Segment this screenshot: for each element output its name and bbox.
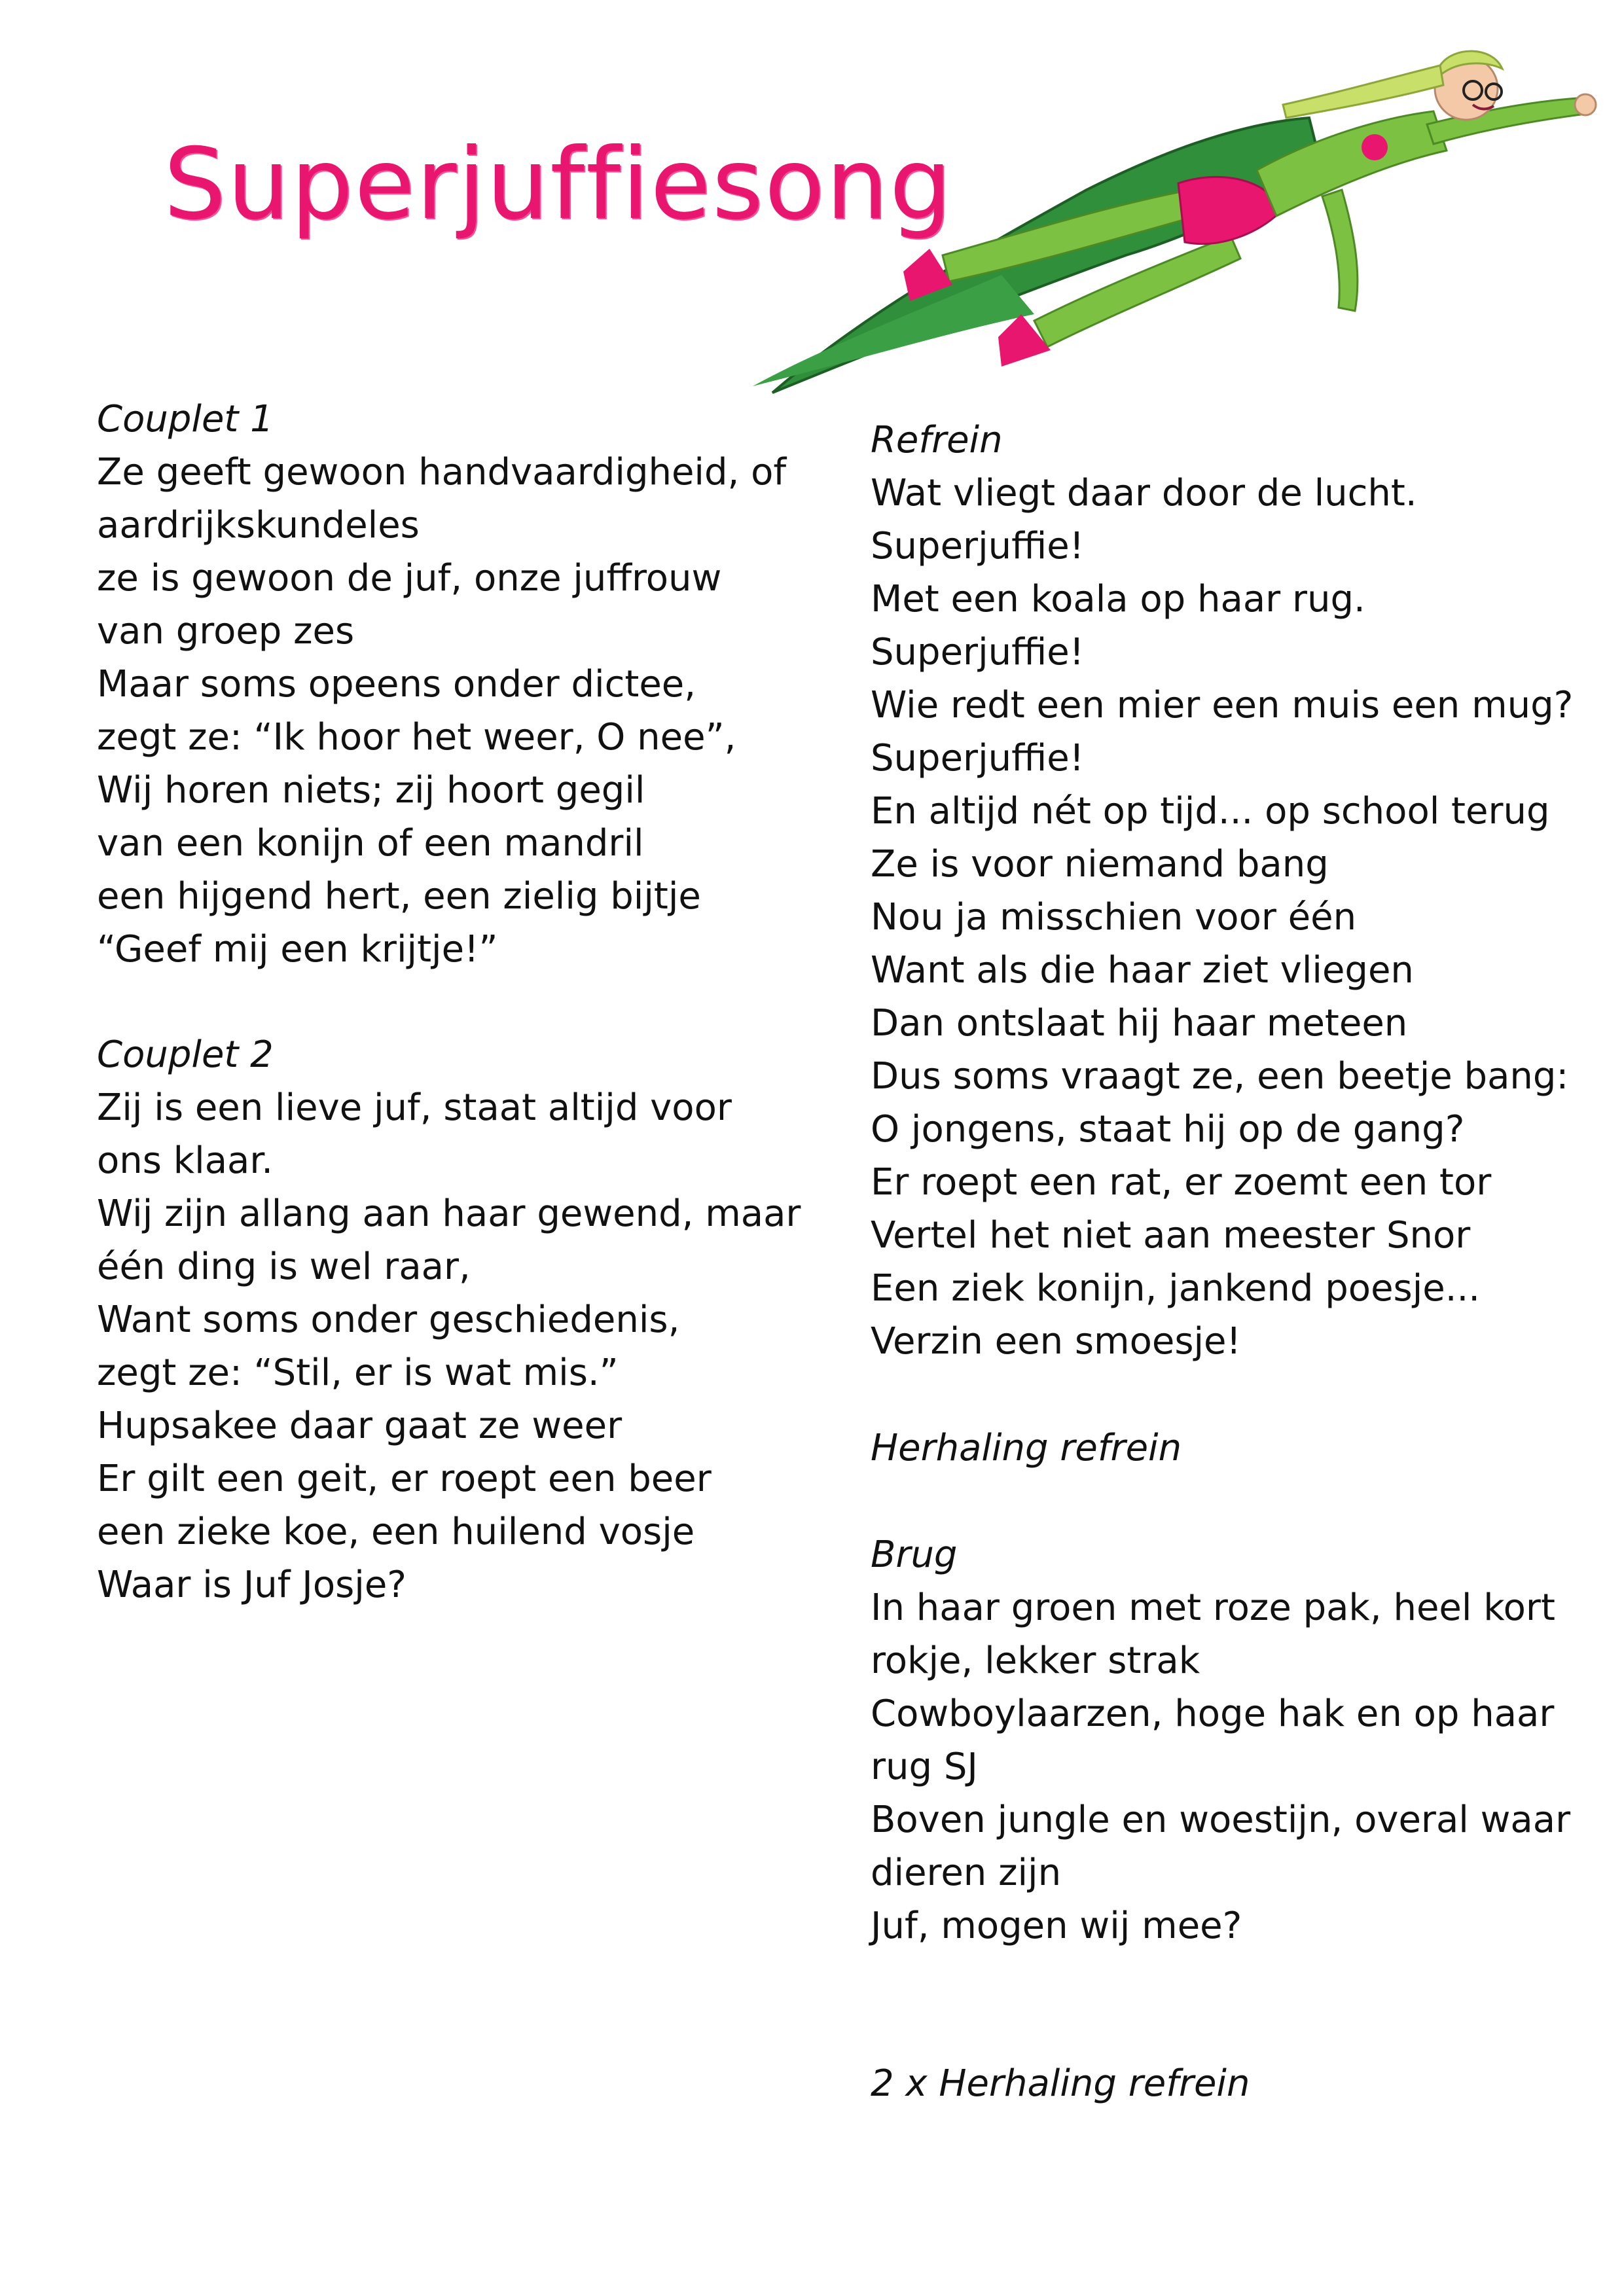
lyric-line: een hijgend hert, een zielig bijtje (97, 875, 701, 918)
brug (871, 1528, 1604, 1952)
arm-lower (1322, 190, 1358, 311)
lyric-line: Maar soms opeens onder dictee, (97, 663, 696, 706)
lyric-line: Superjuffie! (871, 631, 1085, 673)
lyric-line: Want als die haar ziet vliegen (871, 949, 1414, 992)
ponytail (1283, 65, 1443, 118)
lyric-line: van groep zes (97, 610, 355, 653)
lyric-line: Waar is Juf Josje? (97, 1564, 406, 1606)
lyric-line: dieren zijn (871, 1852, 1062, 1894)
lyric-line: Wij zijn allang aan haar gewend, maar (97, 1193, 801, 1235)
couplet-1 (97, 393, 830, 976)
lyric-line: Dan ontslaat hij haar meteen (871, 1002, 1408, 1045)
lyric-line: Zij is een lieve juf, staat altijd voor (97, 1086, 732, 1129)
lyric-line: een zieke koe, een huilend vosje (97, 1511, 695, 1553)
lyric-line: zegt ze: “Ik hoor het weer, O nee”, (97, 716, 736, 759)
lyric-line: Er roept een rat, er zoemt een tor (871, 1161, 1492, 1204)
lyric-line: In haar groen met roze pak, heel kort (871, 1587, 1555, 1629)
lyric-line: ons klaar. (97, 1139, 274, 1182)
lyric-line: aardrijkskundeles (97, 504, 420, 547)
lyric-line: O jongens, staat hij op de gang? (871, 1108, 1465, 1151)
page-title: Superjuffiesong (164, 128, 953, 242)
lyric-line: Nou ja misschien voor één (871, 896, 1357, 939)
brug-heading: Brug (871, 1534, 958, 1576)
lyric-line: Wij horen niets; zij hoort gegil (97, 769, 645, 812)
lyric-line: Superjuffie! (871, 737, 1085, 780)
lyric-line: Want soms onder geschiedenis, (97, 1299, 680, 1341)
lyric-line: En altijd nét op tijd... op school terug (871, 790, 1550, 833)
lyric-line: van een konijn of een mandril (97, 822, 644, 865)
couplet-1-heading: Couplet 1 (97, 398, 274, 440)
lyric-line: Met een koala op haar rug. (871, 578, 1365, 620)
lyric-line: Vertel het niet aan meester Snor (871, 1214, 1471, 1257)
refrein-heading: Refrein (871, 419, 1003, 461)
couplet-2-heading: Couplet 2 (97, 1033, 274, 1076)
lyric-line: rokje, lekker strak (871, 1640, 1200, 1682)
lyric-line: zegt ze: “Stil, er is wat mis.” (97, 1352, 619, 1394)
sj-badge (1362, 134, 1388, 160)
lyric-line: “Geef mij een krijtje!” (97, 928, 498, 971)
lyric-line: Cowboylaarzen, hoge hak en op haar (871, 1693, 1555, 1735)
lyric-line: Dus soms vraagt ze, een beetje bang: (871, 1055, 1569, 1098)
lyric-line: Juf, mogen wij mee? (871, 1905, 1242, 1947)
lyric-line: Ze geeft gewoon handvaardigheid, of (97, 451, 787, 493)
lyric-line: rug SJ (871, 1746, 978, 1788)
refrein (871, 414, 1604, 1368)
cape-lower (753, 275, 1034, 386)
lyric-line: Wie redt een mier een muis een mug? (871, 684, 1574, 726)
herhaling-refrein-2x: 2 x Herhaling refrein (871, 2062, 1250, 2105)
lyric-line: Superjuffie! (871, 525, 1085, 567)
lyric-line: Er gilt een geit, er roept een beer (97, 1458, 712, 1500)
lyric-line: ze is gewoon de juf, onze juffrouw (97, 557, 722, 600)
herhaling-refrein: Herhaling refrein (871, 1427, 1182, 1469)
lyric-line: Ze is voor niemand bang (871, 843, 1329, 886)
left-column (97, 393, 830, 1664)
lyric-line: Een ziek konijn, jankend poesje... (871, 1267, 1481, 1310)
hand (1575, 94, 1596, 115)
right-column (871, 414, 1604, 2110)
lyric-line: één ding is wel raar, (97, 1246, 471, 1288)
lyric-line: Boven jungle en woestijn, overal waar (871, 1799, 1571, 1841)
lyric-line: Wat vliegt daar door de lucht. (871, 472, 1417, 514)
lyric-line: Verzin een smoesje! (871, 1320, 1241, 1363)
couplet-2 (97, 1028, 830, 1611)
lyric-line: Hupsakee daar gaat ze weer (97, 1405, 623, 1447)
